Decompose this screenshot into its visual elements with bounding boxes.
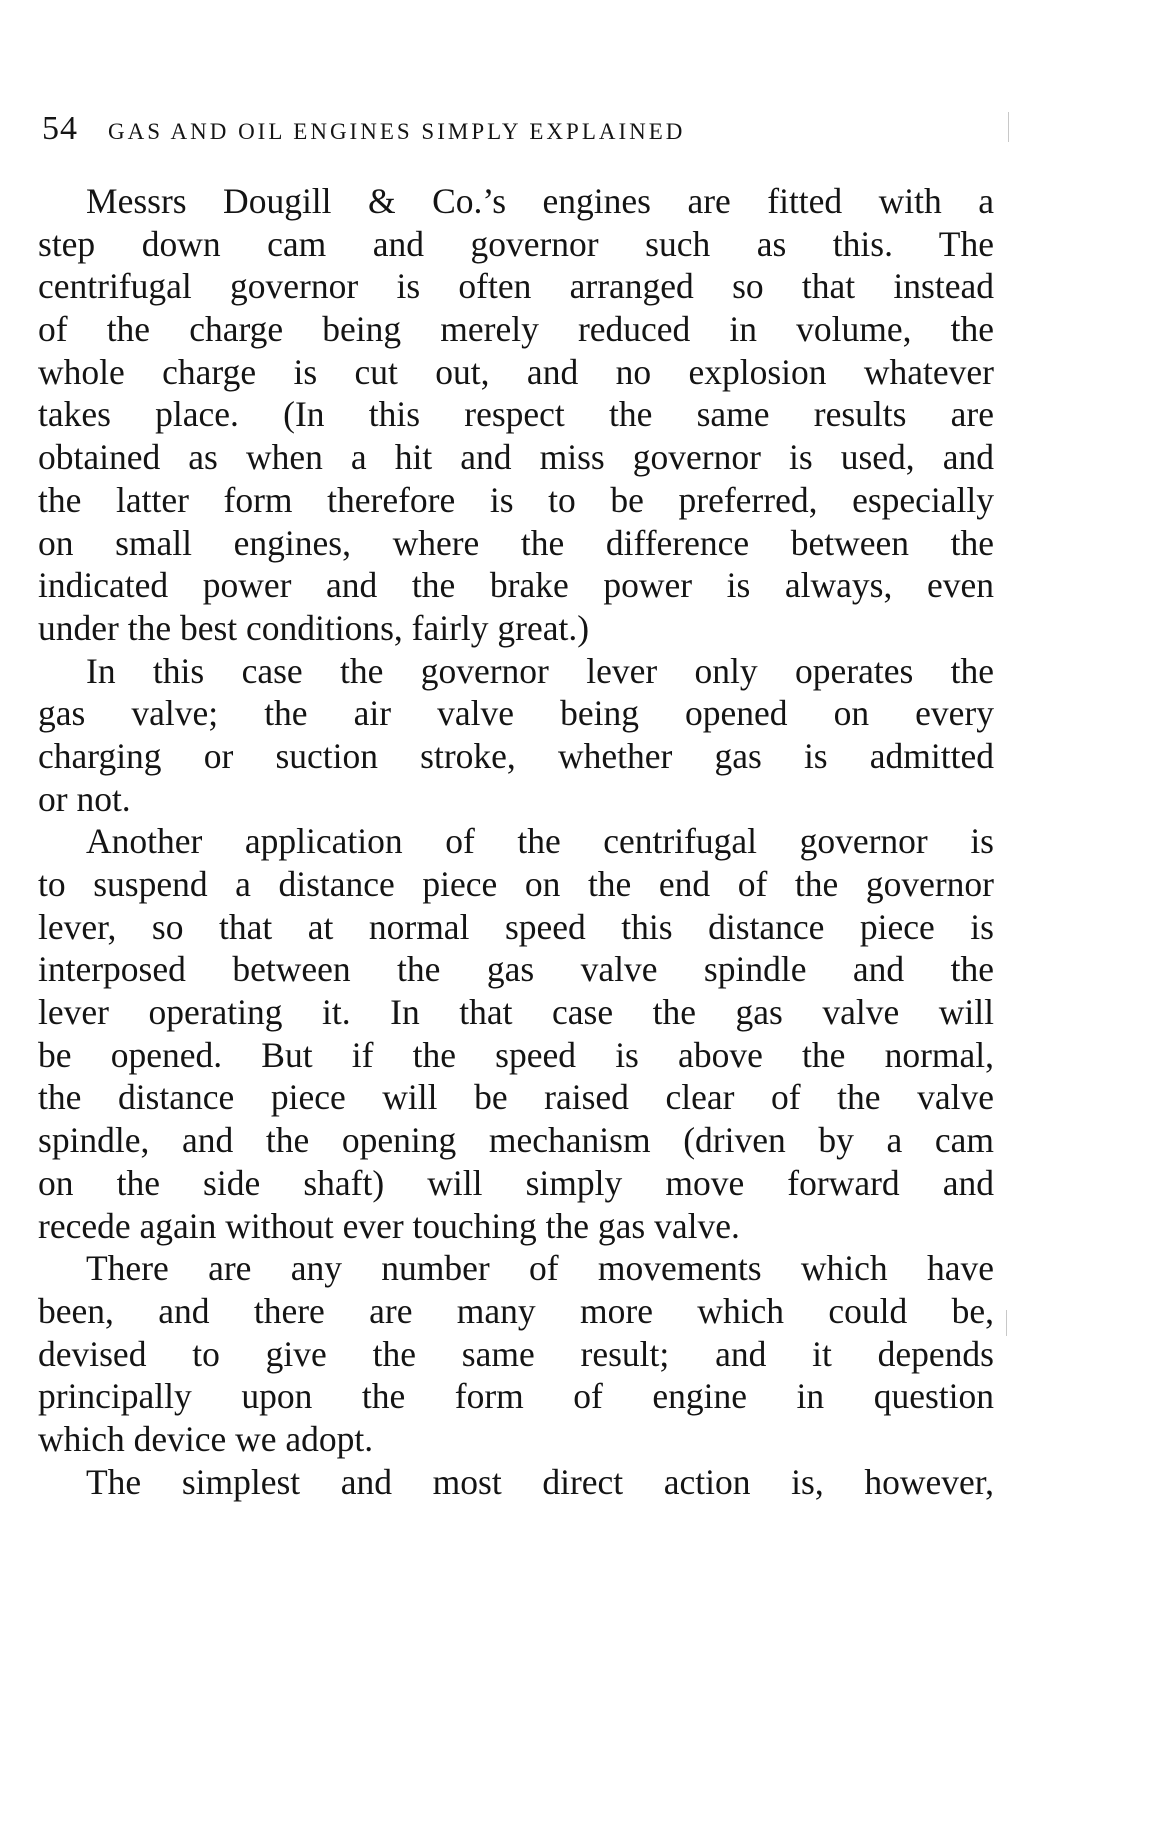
paragraph-3 <box>38 820 994 1247</box>
text-line: There are any number of movements which have <box>86 1248 994 1289</box>
text-line: interposed between the gas valve spindle and the <box>38 949 994 990</box>
text-line: whole charge is cut out, and no explosion whatever <box>38 351 994 392</box>
page-number: 54 <box>42 110 78 147</box>
text-line: Another application of the centrifugal governor is <box>86 821 994 862</box>
running-title: GAS AND OIL ENGINES SIMPLY EXPLAINED <box>108 119 686 144</box>
text-line: of the charge being merely reduced in volume, the <box>38 309 994 350</box>
text-line: to suspend a distance piece on the end of the governor <box>38 864 994 904</box>
text-line: lever operating it. In that case the gas valve will <box>38 992 994 1033</box>
text-line: be opened. But if the speed is above the normal, <box>38 1034 994 1075</box>
paragraph-1 <box>38 180 994 650</box>
page-header <box>42 110 922 154</box>
paragraph-5 <box>38 1461 994 1504</box>
body-text <box>38 180 994 1503</box>
text-line: lever, so that at normal speed this distance piece is <box>38 906 994 947</box>
text-line: devised to give the same result; and it depends <box>38 1333 994 1374</box>
text-line: which device we adopt. <box>38 1418 374 1459</box>
text-line: In this case the governor lever only operates the <box>86 650 994 691</box>
paragraph-4 <box>38 1247 994 1460</box>
text-line: centrifugal governor is often arranged so that instead <box>38 266 994 307</box>
text-line: obtained as when a hit and miss governor is used, and <box>38 437 994 478</box>
text-line: on small engines, where the difference between the <box>38 522 994 563</box>
paragraph-2 <box>38 650 994 821</box>
text-line: been, and there are many more which could be, <box>38 1290 994 1331</box>
margin-mark <box>1006 1310 1007 1336</box>
text-line: Messrs Dougill & Co.’s engines are fitted with a <box>86 181 994 221</box>
text-line: step down cam and governor such as this. The <box>38 223 994 264</box>
text-line: or not. <box>38 778 131 819</box>
text-line: the distance piece will be raised clear of the valve <box>38 1077 994 1118</box>
text-line: charging or suction stroke, whether gas is admitted <box>38 735 994 776</box>
text-line: The simplest and most direct action is, however, <box>86 1461 994 1502</box>
text-line: the latter form therefore is to be preferred, especially <box>38 479 994 520</box>
text-line: recede again without ever touching the gas valve. <box>38 1205 740 1246</box>
text-line: principally upon the form of engine in question <box>38 1376 994 1417</box>
text-line: on the side shaft) will simply move forward and <box>38 1162 994 1203</box>
text-line: gas valve; the air valve being opened on every <box>38 693 994 734</box>
text-line: under the best conditions, fairly great.) <box>38 607 590 648</box>
text-line: takes place. (In this respect the same results are <box>38 394 994 435</box>
text-line: indicated power and the brake power is always, even <box>38 565 994 606</box>
margin-mark <box>1008 112 1009 142</box>
text-line: spindle, and the opening mechanism (driven by a cam <box>38 1120 994 1161</box>
